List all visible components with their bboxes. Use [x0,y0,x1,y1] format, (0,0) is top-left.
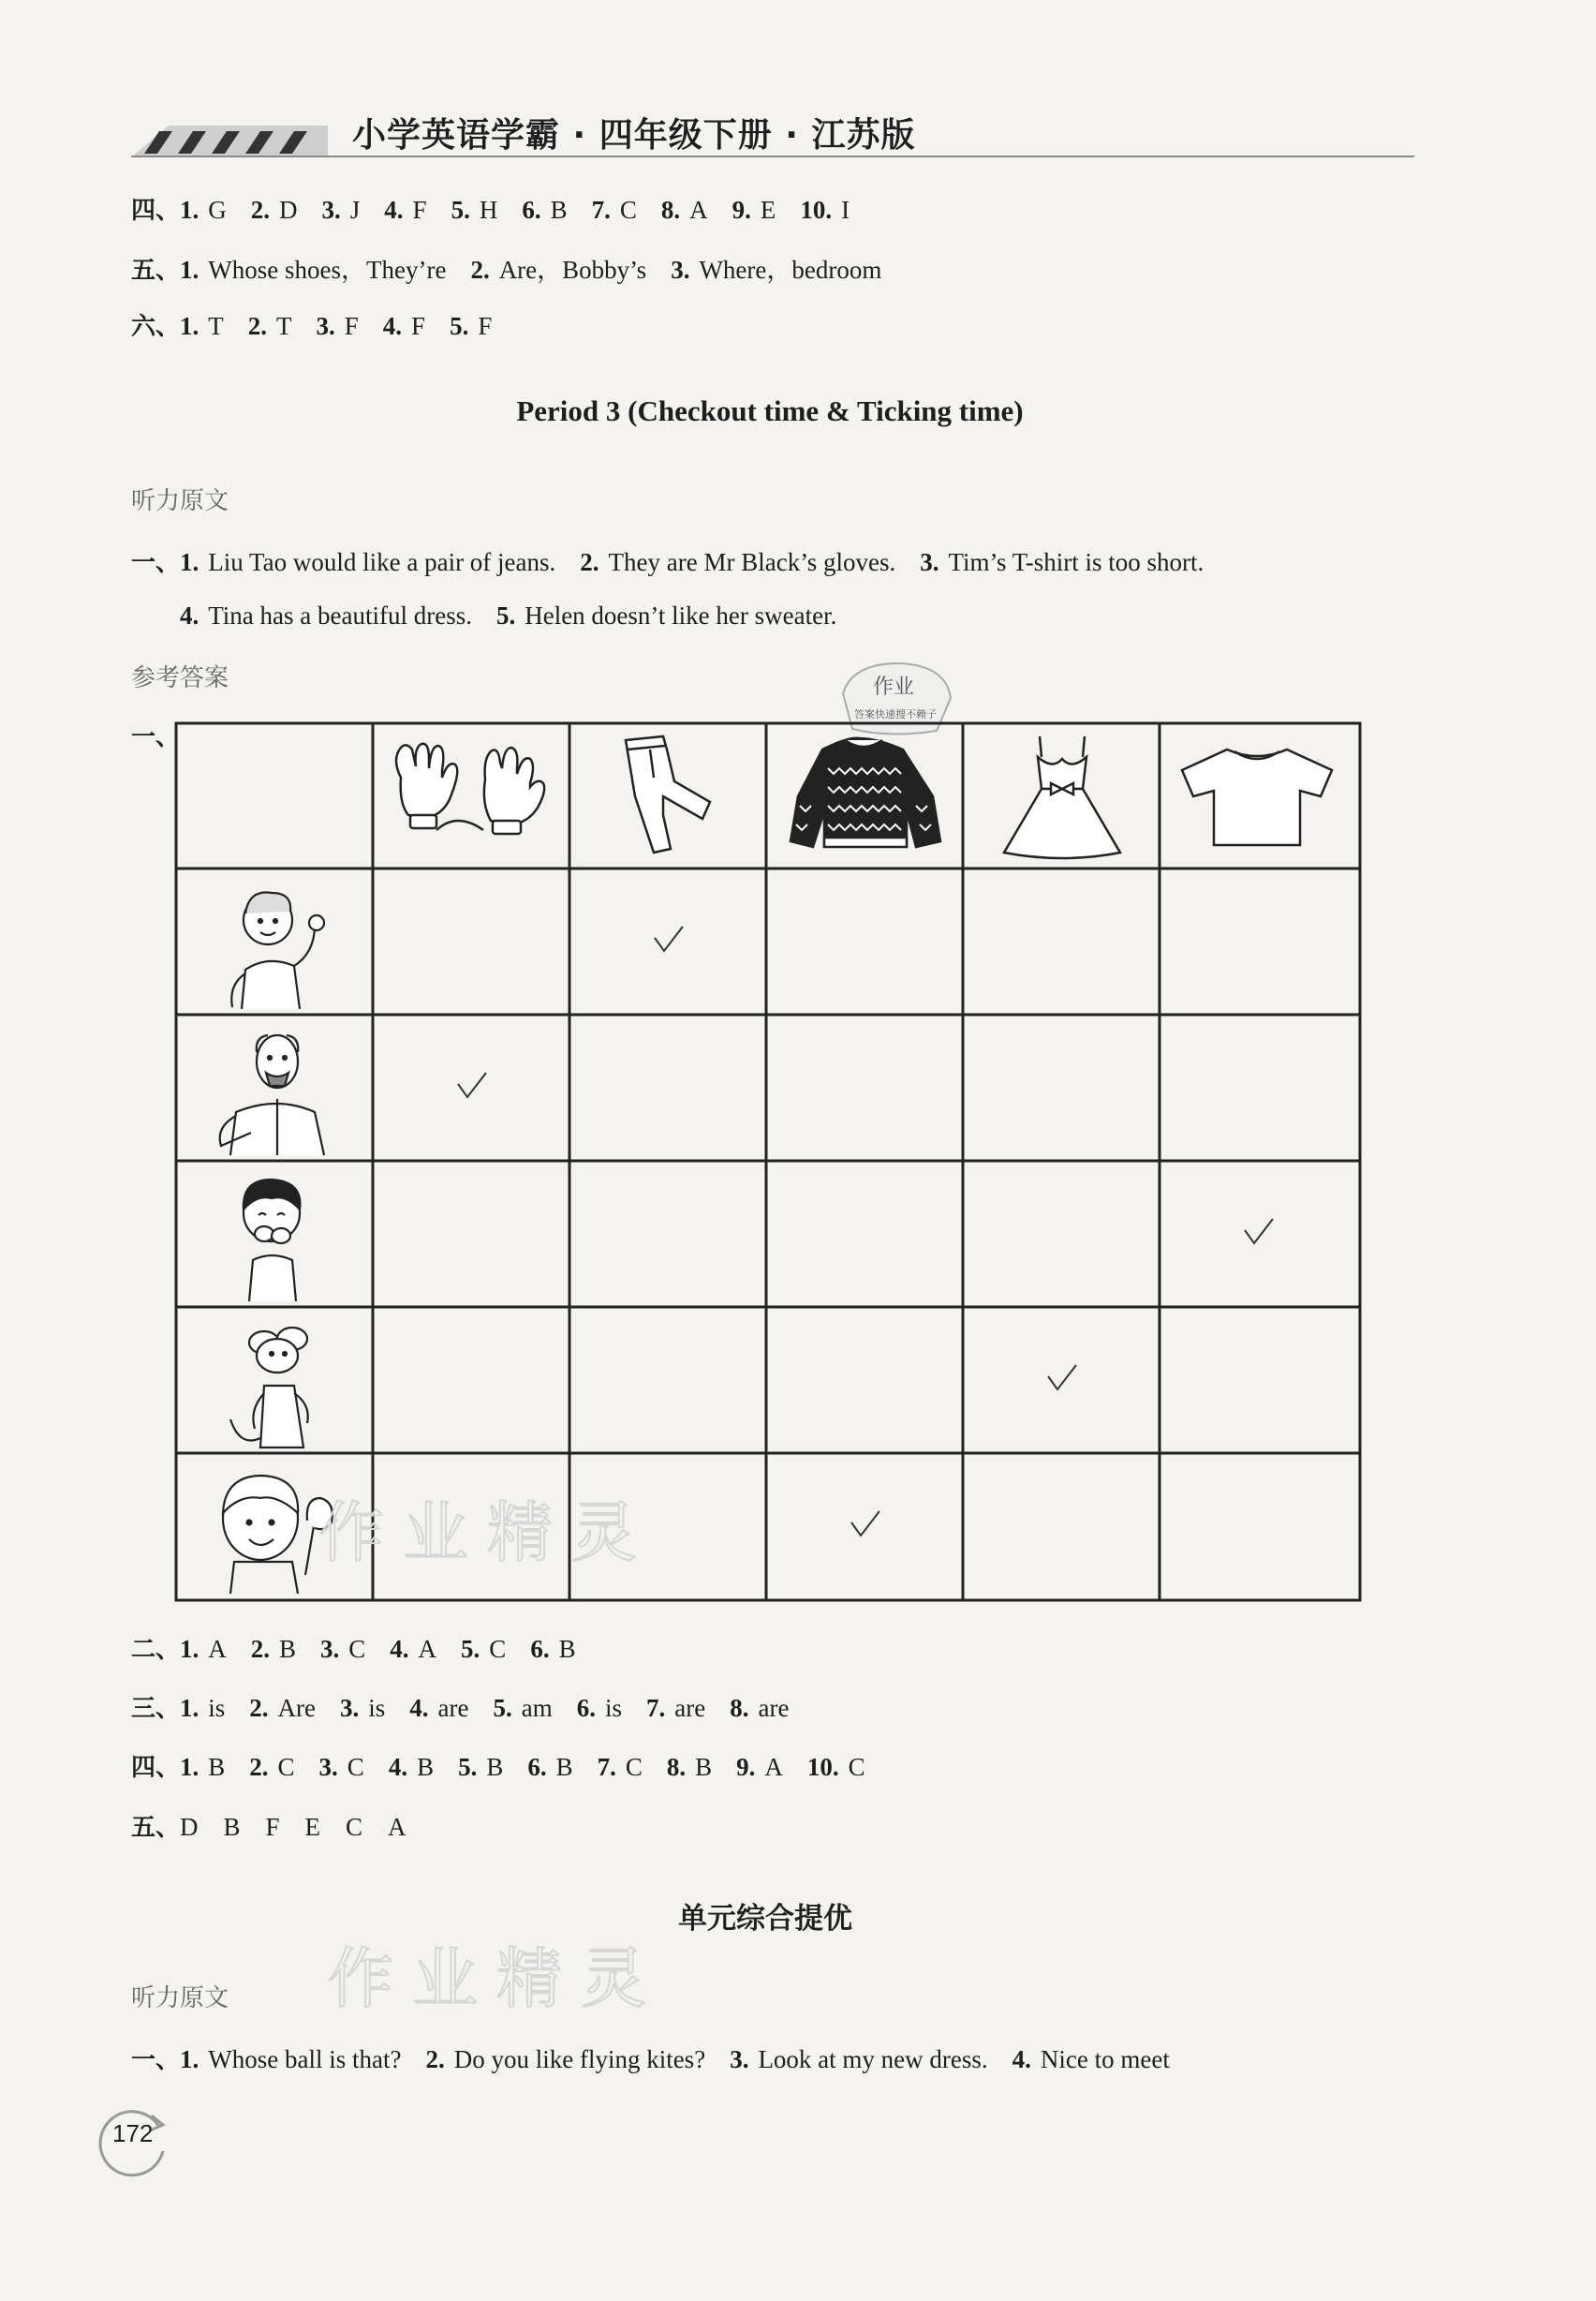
item-value: F [411,312,426,340]
answer-item [800,196,850,224]
answer-item [251,1635,296,1663]
item-value: They are Mr Black’s gloves. [608,548,896,576]
sweater-icon [791,738,940,847]
item-number: 4. [384,196,404,224]
item-number: 8. [660,196,681,224]
item-value: A [764,1753,783,1781]
item-value: Liu Tao would like a pair of jeans. [208,548,556,576]
answer-line-p3-q2 [131,1630,600,1665]
helen-figure-icon [223,1476,332,1594]
answer-item [340,1694,385,1722]
item-number: 9. [736,1753,756,1781]
section-label: 一、 [131,2046,181,2074]
item-number: 6. [530,1635,550,1663]
item-number: 3. [340,1694,360,1722]
answer-item [730,2045,987,2073]
checkmark-liu-tao [655,927,683,951]
item-value: C [348,1635,366,1663]
checkmark-helen [851,1511,879,1536]
answer-item [496,601,836,630]
header-stripes [131,126,328,157]
item-value: B [279,1635,297,1663]
answer-item [598,1753,643,1781]
item-value: Look at my new dress. [758,2045,988,2073]
item-number: 2. [247,312,268,340]
item-number: 2. [250,1635,271,1663]
items [180,1694,813,1722]
item-value: B [417,1753,435,1781]
answer-item [249,1753,294,1781]
item-number: 7. [591,196,611,224]
answer-item [592,196,637,224]
item-value: B [208,1753,226,1781]
item-value: Are [277,1694,317,1722]
answer-item [451,196,498,224]
item-number: 6. [576,1694,596,1722]
answer-item [322,196,361,224]
item-number: 9. [732,196,751,224]
section-label: 四、 [131,1754,181,1782]
section-label: 二、 [131,1636,181,1664]
item-number: 1. [180,196,200,224]
answer-item [249,1694,316,1722]
period3-title: Period 3 (Checkout time & Ticking time) [516,394,1024,427]
gloves-icon [396,744,544,834]
item-number: 5. [451,196,470,224]
t-shirt-icon [1182,750,1332,845]
answer-item [180,2045,401,2073]
item-value: B [486,1753,504,1781]
item-number: 3. [316,312,335,340]
answer-item [319,1753,364,1781]
header-rule [131,156,1414,157]
item-number: 1. [180,1694,200,1722]
tina-figure-icon [230,1328,308,1447]
item-value: C [625,1753,643,1781]
item-number: 1. [180,1753,200,1781]
answer-item [180,1753,225,1781]
checkmarks [458,927,1273,1536]
answer-item [389,1753,434,1781]
dress-icon [1004,736,1120,858]
item-number: 4. [382,312,403,340]
answer-item [317,312,359,340]
item-number: 5. [461,1635,480,1663]
item-number: 2. [249,1753,269,1781]
items [180,2045,1194,2073]
checkmark-mr-black [458,1073,486,1097]
items [180,312,516,340]
item-number: 7. [597,1753,616,1781]
answer-line-q5 [131,249,906,286]
watermark-2: 作业精灵 [328,1940,665,2017]
answer-item [409,1694,468,1722]
tim-figure-icon [244,1180,301,1301]
liu-tao-figure-icon [231,892,324,1009]
unit-listening-line-1 [131,2041,1194,2075]
item-value: G [208,196,227,224]
items [180,1753,890,1781]
answer-line-q4 [131,191,874,226]
item-value: is [368,1694,386,1722]
item-value: is [208,1694,226,1722]
section-label: 三、 [131,1695,181,1723]
item-value: B [555,1753,573,1781]
item-number: 6. [527,1753,547,1781]
stamp-line2: 答案快速搜不赖子 [854,708,937,720]
item-value: Tina has a beautiful dress. [208,601,472,630]
item-value: A [689,196,708,224]
answer-line-p3-q5 [131,1806,406,1843]
items [180,548,1228,576]
answer-item [646,1694,705,1722]
items [180,196,874,224]
listening-label: 听力原文 [131,487,229,515]
item-value: I [841,196,850,224]
item-number: 1. [180,2045,200,2073]
answer-item [527,1753,572,1781]
item-value: Whose ball is that? [208,2045,402,2073]
answer-item [807,1753,865,1781]
answer-item [671,256,881,284]
item-value: am [521,1694,553,1722]
answer-item [390,1635,436,1663]
answer-label: 参考答案 [131,664,229,692]
unit-title: 单元综合提优 [678,1902,852,1936]
item-value: A [208,1635,227,1663]
item-value: J [349,196,361,224]
section-label: 五、 [131,257,181,285]
item-number: 5. [493,1694,512,1722]
item-number: 10. [806,1753,839,1781]
unit-listening-label: 听力原文 [131,1984,229,2012]
answer-item [470,256,646,284]
answer-item [577,1694,622,1722]
section-label: 六、 [131,313,181,341]
answer-item [180,601,472,630]
item-number: 3. [730,2045,749,2073]
item-number: 6. [522,196,541,224]
item-value: Tim’s T-shirt is too short. [948,548,1204,576]
listening-line-1 [131,543,1228,578]
item-value: T [276,312,292,340]
item-value: Are，Bobby’s [498,256,647,284]
item-value: T [208,312,224,340]
answer-item [732,196,776,224]
section-label: 四、 [131,197,181,225]
item-value: B [550,196,568,224]
answer-line-p3-q3 [131,1689,813,1724]
item-value: E [760,196,776,224]
item-value: B [695,1753,713,1781]
mr-black-figure-icon [220,1035,324,1155]
item-number: 1. [180,256,200,284]
answer-item [320,1635,365,1663]
item-number: 8. [666,1753,687,1781]
item-value: Helen doesn’t like her sweater. [525,601,837,630]
answer-item [494,1694,553,1722]
item-value: C [848,1753,865,1781]
item-value: F [344,312,359,340]
answer-item [384,196,426,224]
answer-item [522,196,567,224]
item-number: 1. [180,548,200,576]
item-value: D [279,196,298,224]
answer-item [180,1635,227,1663]
answer-table [174,721,1362,1602]
answer-line-p3-q4 [131,1748,890,1783]
table-grid [176,723,1360,1600]
answer-item [667,1753,712,1781]
item-number: 10. [800,196,833,224]
item-value: Do you like flying kites? [453,2045,706,2073]
checkmark-tim [1245,1219,1273,1243]
answer-item [180,1694,225,1722]
item-number: 2. [580,548,599,576]
answer-item [1012,2045,1170,2073]
answer-item [180,196,227,224]
item-number: 7. [646,1694,666,1722]
answer-line-q6 [131,307,516,342]
item-value: C [347,1753,364,1781]
answer-item [530,1635,575,1663]
header-title: 小学英语学霸 · 四年级下册 · 江苏版 [352,116,916,155]
item-value: C [619,196,637,224]
section-label: 一、 [131,549,181,577]
item-number: 4. [1012,2045,1031,2073]
item-number: 5. [458,1753,478,1781]
item-value: are [437,1694,469,1722]
answer-item [461,1635,506,1663]
item-value: B [558,1635,576,1663]
item-value: C [489,1635,507,1663]
item-value: Whose shoes，They’re [208,256,447,284]
page-number: 172 [112,2119,154,2147]
item-number: 4. [180,601,200,630]
answer-item [383,312,425,340]
answer-item [736,1753,783,1781]
item-value: A [418,1635,437,1663]
item-number: 3. [671,256,690,284]
item-number: 3. [920,548,939,576]
item-number: 3. [318,1753,338,1781]
item-number: 1. [180,312,200,340]
item-number: 2. [250,196,271,224]
item-number: 4. [390,1635,409,1663]
item-number: 4. [388,1753,408,1781]
item-number: 1. [180,1635,200,1663]
answer-item [180,256,446,284]
q5-text: D B F E C A [180,1813,406,1841]
table-label: 一、 [131,723,181,751]
item-value: F [478,312,493,340]
item-number: 4. [409,1694,429,1722]
answer-item [450,312,492,340]
items [180,601,861,630]
answer-item [248,312,292,340]
answer-item [180,548,555,576]
item-number: 3. [320,1635,340,1663]
listening-line-2 [180,601,861,631]
item-number: 5. [450,312,469,340]
item-number: 2. [249,1694,269,1722]
item-value: H [479,196,498,224]
watermark-1: 作业精灵 [318,1494,656,1571]
answer-item [661,196,708,224]
item-number: 2. [470,256,490,284]
stamp-line1: 作业 [872,675,915,699]
answer-item [180,312,224,340]
item-value: is [605,1694,623,1722]
answer-item [425,2045,705,2073]
section-label: 五、 [131,1814,181,1842]
items [180,1635,600,1663]
item-value: Where，bedroom [699,256,882,284]
item-value: Nice to meet [1040,2045,1170,2073]
item-number: 3. [321,196,341,224]
item-number: 5. [495,601,516,630]
item-number: 8. [730,1694,749,1722]
item-value: F [412,196,427,224]
answer-item [920,548,1204,576]
answer-item [730,1694,789,1722]
item-value: are [758,1694,790,1722]
item-value: C [277,1753,295,1781]
item-number: 2. [425,2045,445,2073]
jeans-icon [626,736,710,853]
answer-item [580,548,895,576]
answer-item [251,196,298,224]
checkmark-tina [1048,1365,1076,1389]
item-value: are [674,1694,706,1722]
items [180,256,906,284]
answer-item [458,1753,503,1781]
